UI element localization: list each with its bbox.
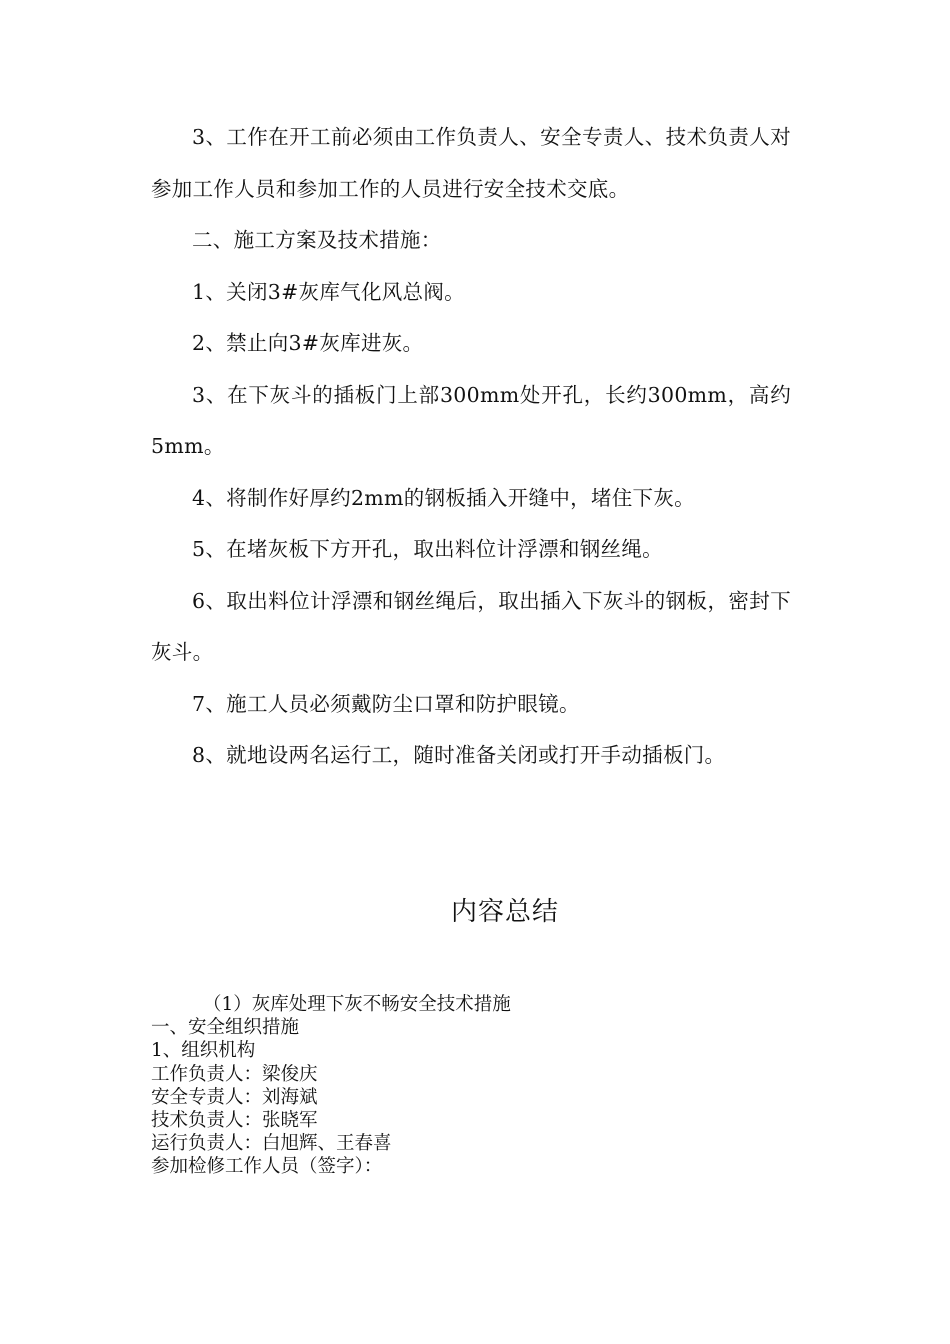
paragraph-step-3: 3、在下灰斗的插板门上部300mm处开孔，长约300mm，高约5mm。 [151, 382, 791, 458]
summary-line-section-heading: 一、安全组织措施 [151, 1017, 300, 1039]
summary-line-operations-leader: 运行负责人：白旭辉、王春喜 [151, 1133, 392, 1155]
summary-block [151, 993, 791, 1179]
paragraph-step-1: 1、关闭3#灰库气化风总阀。 [192, 279, 465, 304]
paragraph-step-5: 5、在堵灰板下方开孔，取出料位计浮漂和钢丝绳。 [192, 537, 663, 561]
section-heading-construction-plan: 二、施工方案及技术措施： [192, 228, 442, 252]
paragraph-step-6: 6、取出料位计浮漂和钢丝绳后，取出插入下灰斗的钢板，密封下灰斗。 [151, 588, 791, 664]
paragraph-handover: 3、工作在开工前必须由工作负责人、安全专责人、技术负责人对参加工作人员和参加工作的人员进行安全技术交底。 [151, 125, 791, 201]
paragraph-step-4: 4、将制作好厚约2mm的钢板插入开缝中，堵住下灰。 [192, 485, 695, 510]
summary-line-document-title: （1）灰库处理下灰不畅安全技术措施 [203, 994, 511, 1015]
document-body [151, 112, 791, 782]
summary-line-work-leader: 工作负责人：梁俊庆 [151, 1063, 318, 1085]
paragraph-step-2: 2、禁止向3#灰库进灰。 [192, 331, 424, 355]
paragraph-step-8: 8、就地设两名运行工，随时准备关闭或打开手动插板门。 [192, 743, 726, 767]
summary-line-organization: 1、组织机构 [151, 1040, 256, 1062]
summary-line-safety-officer: 安全专责人：刘海斌 [151, 1086, 318, 1108]
paragraph-step-7: 7、施工人员必须戴防尘口罩和防护眼镜。 [192, 691, 580, 716]
summary-line-participants-signature: 参加检修工作人员（签字）： [151, 1156, 383, 1178]
summary-title: 内容总结 [450, 897, 559, 927]
summary-line-technical-leader: 技术负责人：张晓军 [151, 1110, 318, 1132]
